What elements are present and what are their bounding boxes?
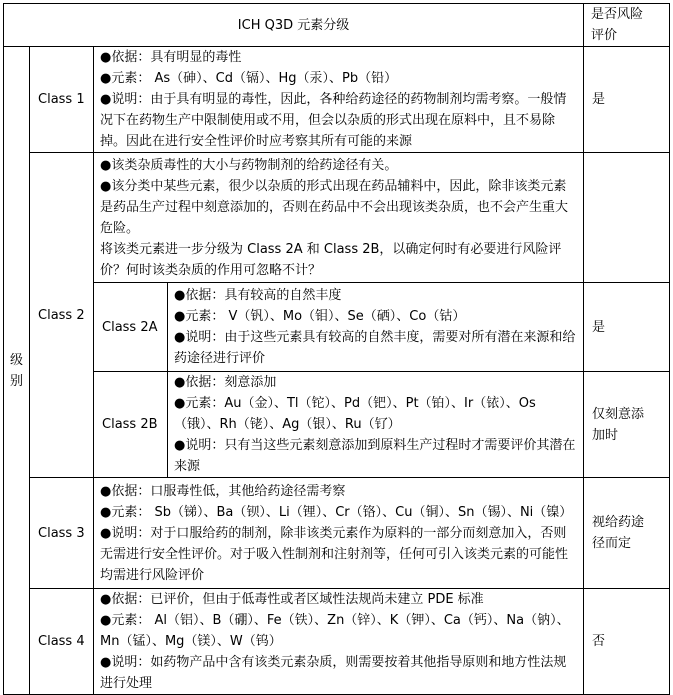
paragraph: ●说明：对于口服给药的制剂，除非该类元素作为原料的一部分而刻意加入，否则无需进行安全性评价。对于吸入性制剂和注射剂等，任何可引入该类元素的可能性均需进行风险评价: [100, 525, 569, 583]
paragraph: ●该分类中某些元素，很少以杂质的形式出现在药品辅料中，因此，除非该类元素是药品生产过程中刻意添加的，否则在药品中不会出现该类杂质，也不会产生重大危险。: [100, 178, 569, 236]
class-2-intro-content: [94, 153, 584, 283]
paragraph: ●依据：口服毒性低，其他给药途径需考察: [100, 483, 346, 499]
paragraph: ●依据：具有较高的自然丰度: [174, 288, 342, 303]
class-4-risk: 否: [584, 589, 670, 695]
table-title: ICH Q3D 元素分级: [4, 4, 584, 47]
paragraph: ●元素： As（砷）、Cd（镉）、Hg（汞）、Pb（铅）: [100, 71, 398, 86]
paragraph: ●说明：由于这些元素具有较高的自然丰度，需要对所有潜在来源和给药途径进行评价: [174, 330, 576, 366]
class-2a-risk: 是: [584, 283, 670, 372]
ich-q3d-classification-table: [3, 3, 670, 695]
class-4-content: [94, 589, 584, 695]
paragraph: ●元素： Sb（锑）、Ba（钡）、Li（锂）、Cr（铬）、Cu（铜）、Sn（锡）、Ni（镍）: [100, 504, 573, 520]
row-group-header-level: 级别: [4, 47, 30, 695]
class-4-label: Class 4: [30, 589, 94, 695]
class-2-label: Class 2: [30, 153, 94, 478]
paragraph: ●说明：由于具有明显的毒性，因此，各种给药途径的药物制剂均需考察。一般情况下在药物生产中限制使用或不用，但会以杂质的形式出现在原料中，且不易除掉。因此在进行安全性评价时应考察其所有可能的来源: [100, 92, 567, 149]
class-3-label: Class 3: [30, 478, 94, 589]
paragraph: ●元素： Al（铝）、B（硼）、Fe（铁）、Zn（锌）、K（钾）、Ca（钙）、Na（钠）、Mn（锰）、Mg（镁）、W（钨）: [100, 613, 570, 649]
paragraph: ●依据：具有明显的毒性: [100, 50, 242, 65]
paragraph: ●该类杂质毒性的大小与药物制剂的给药途径有关。: [100, 157, 398, 173]
class-2a-content: [168, 283, 584, 372]
risk-column-header: 是否风险评价: [584, 4, 670, 47]
paragraph: ●依据：已评价，但由于低毒性或者区域性法规尚未建立 PDE 标准: [100, 592, 484, 607]
class-3-content: [94, 478, 584, 589]
paragraph: ●依据：刻意添加: [174, 375, 277, 390]
paragraph: 将该类元素进一步分级为 Class 2A 和 Class 2B，以确定何时有必要进行风险评价？何时该类杂质的作用可忽略不计？: [100, 241, 562, 278]
class-1-content: [94, 47, 584, 153]
class-2b-risk: 仅刻意添加时: [584, 372, 670, 478]
class-2-risk: [584, 153, 670, 283]
paragraph: ●说明：只有当这些元素刻意添加到原料生产过程时才需要评价其潜在来源: [174, 438, 576, 474]
class-1-label: Class 1: [30, 47, 94, 153]
class-2b-content: [168, 372, 584, 478]
paragraph: ●元素： V（钒）、Mo（钼）、Se（硒）、Co（钴）: [174, 309, 466, 324]
paragraph: ●说明：如药物产品中含有该类元素杂质，则需要按着其他指导原则和地方性法规进行处理: [100, 655, 567, 691]
paragraph: ●元素：Au（金）、Tl（铊）、Pd（钯）、Pt（铂）、Ir（铱）、Os（锇）、Rh（铑）、Ag（银）、Ru（钌）: [174, 396, 536, 432]
class-2a-label: Class 2A: [94, 283, 168, 372]
class-1-risk: 是: [584, 47, 670, 153]
class-2b-label: Class 2B: [94, 372, 168, 478]
class-3-risk: 视给药途径而定: [584, 478, 670, 589]
